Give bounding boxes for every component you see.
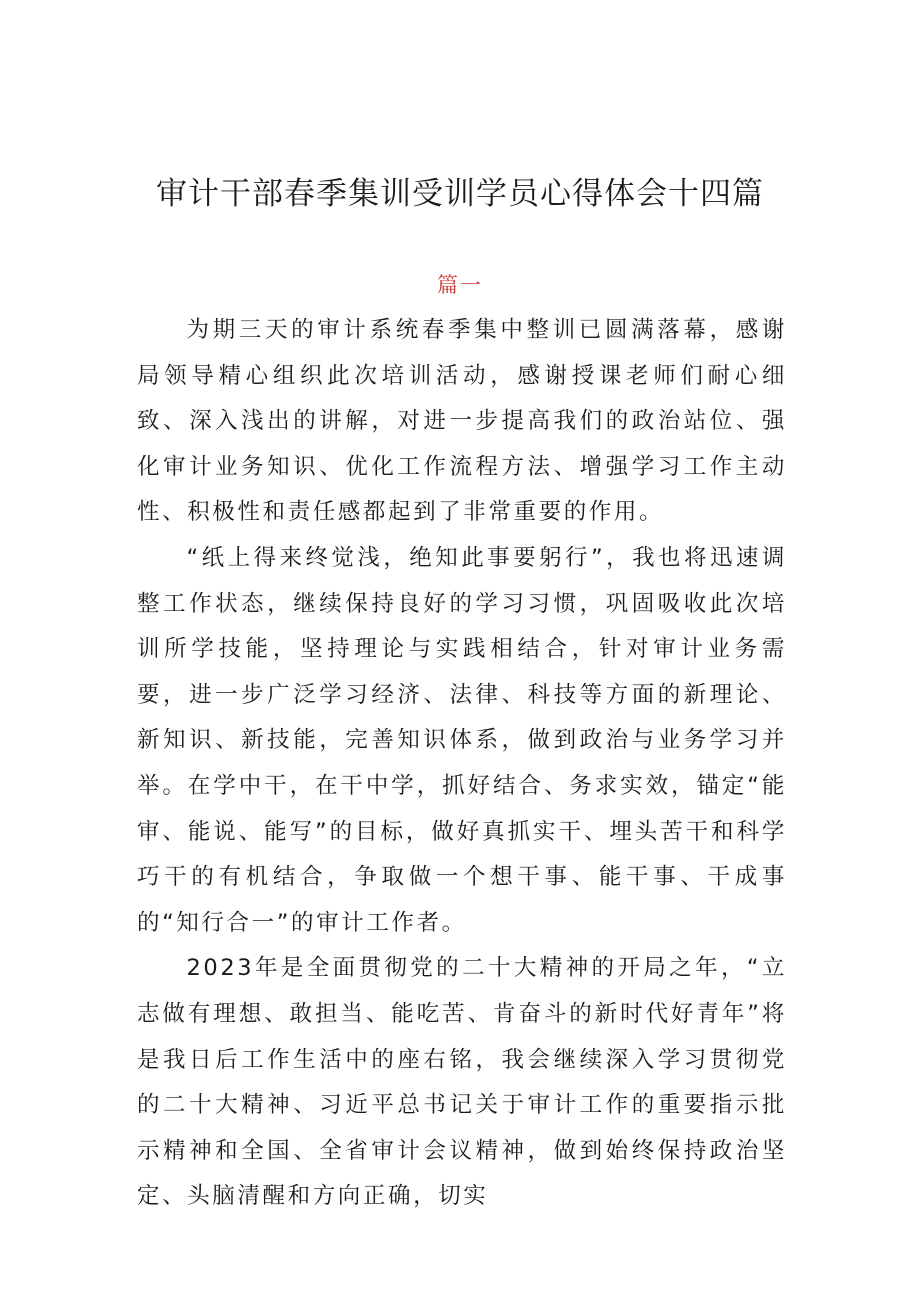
paragraph-2: “纸上得来终觉浅，绝知此事要躬行”，我也将迅速调整工作状态，继续保持良好的学习习惯，巩固吸收此次培训所学技能，坚持理论与实践相结合，针对审计业务需要，进一步广泛学习经济、法律、科技等方面的新理论、新知识、新技能，完善知识体系，做到政治与业务学习并举。在学中干，在干中学，抓好结合、务求实效，锚定“能审、能说、能写”的目标，做好真抓实干、埋头苦干和科学巧干的有机结合，争取做一个想干事、能干事、干成事的“知行合一”的审计工作者。: [137, 544, 787, 936]
section-heading: 篇一: [437, 273, 483, 297]
paragraph-3: 2023年是全面贯彻党的二十大精神的开局之年，“立志做有理想、敢担当、能吃苦、肯奋斗的新时代好青年”将是我日后工作生活中的座右铭，我会继续深入学习贯彻党的二十大精神、习近平总书记关于审计工作的重要指示批示精神和全国、全省审计会议精神，做到始终保持政治坚定、头脑清醒和方向正确，切实: [137, 955, 787, 1210]
document-title: 审计干部春季集训受训学员心得体会十四篇: [156, 176, 764, 212]
paragraph-1: 为期三天的审计系统春季集中整训已圆满落幕，感谢局领导精心组织此次培训活动，感谢授课老师们耐心细致、深入浅出的讲解，对进一步提高我们的政治站位、强化审计业务知识、优化工作流程方法、增强学习工作主动性、积极性和责任感都起到了非常重要的作用。: [137, 317, 787, 526]
document-body: [137, 308, 787, 1220]
